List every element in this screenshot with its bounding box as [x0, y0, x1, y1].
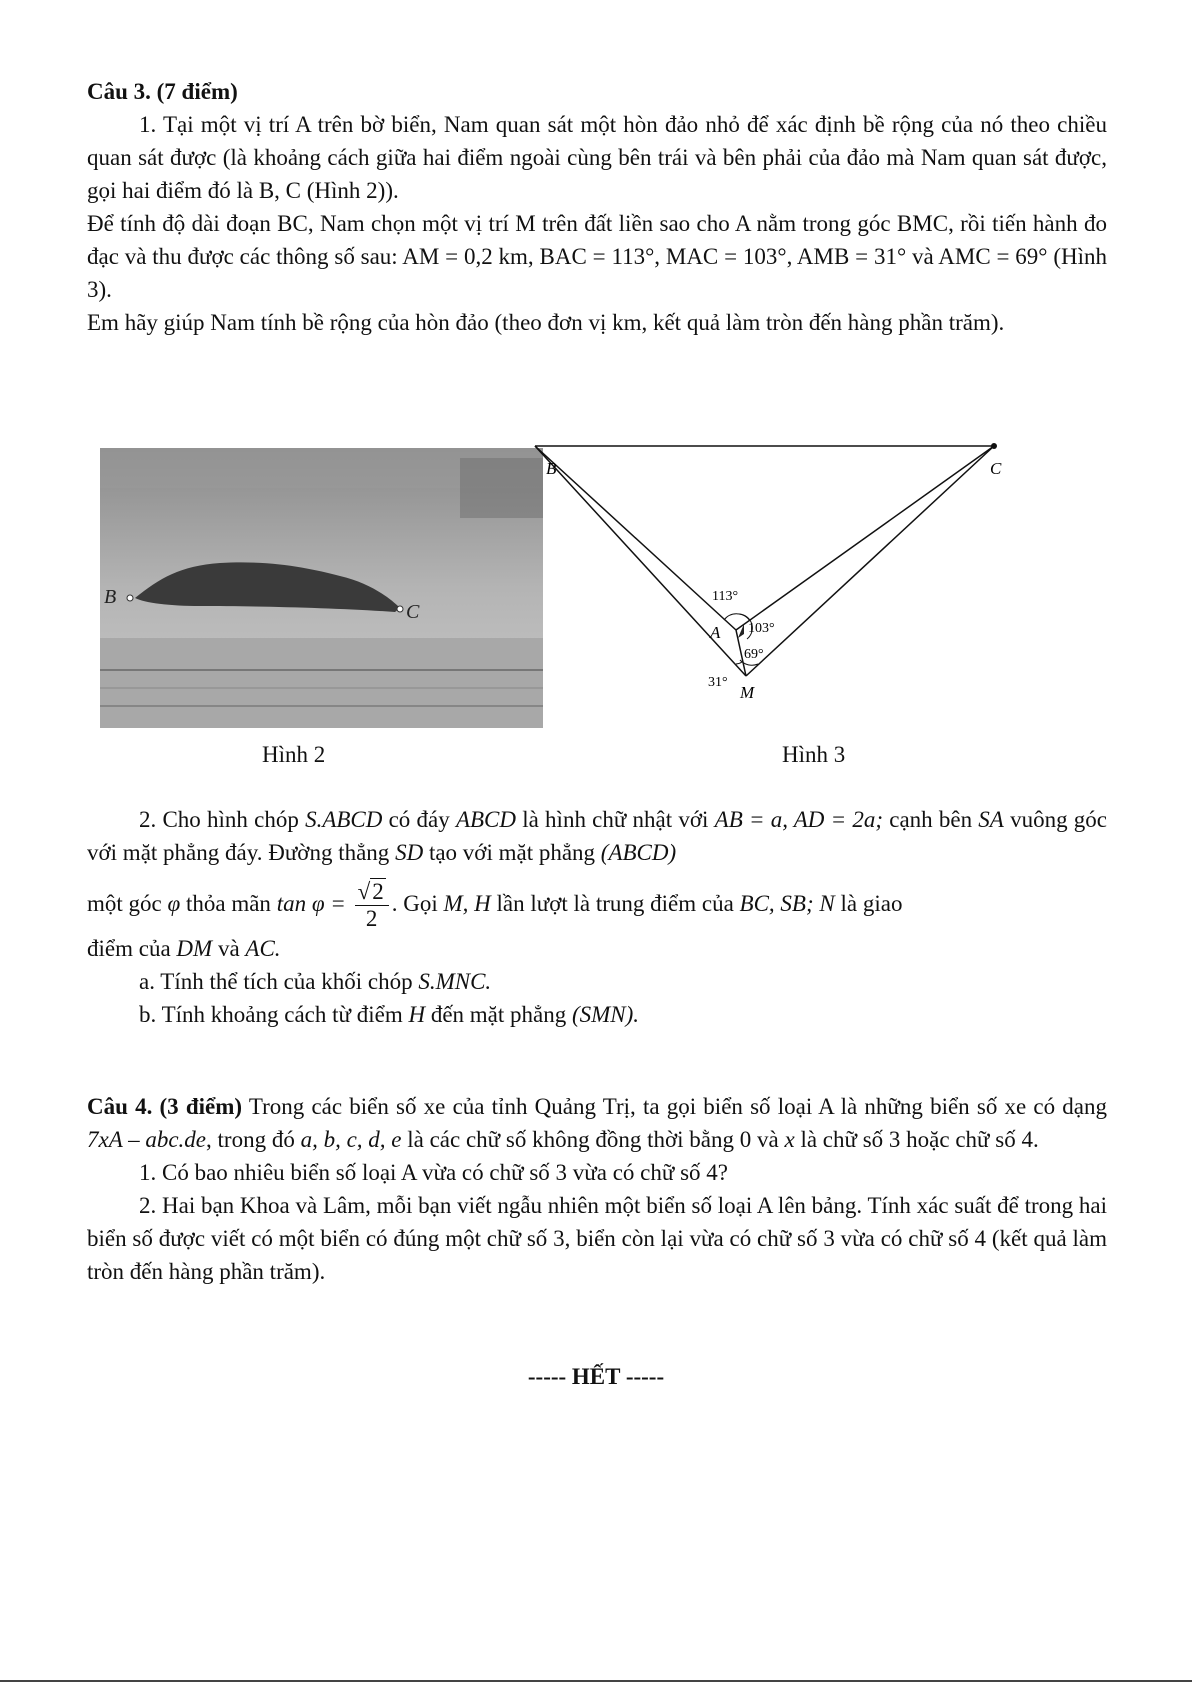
math-x: x: [784, 1127, 795, 1152]
math-line-sd: SD: [395, 840, 424, 865]
math-tan: tan φ =: [276, 890, 346, 916]
math-base: ABCD: [455, 807, 517, 832]
angle-bac-label: 113°: [712, 589, 739, 604]
text-run: là các chữ số không đồng thời bằng 0 và: [407, 1127, 779, 1152]
sqrt-radicand: 2: [372, 879, 384, 904]
math-dimensions: AB = a, AD = 2a;: [714, 807, 884, 832]
math-digits: a, b, c, d, e: [300, 1127, 402, 1152]
text-run: b. Tính khoảng cách từ điểm: [139, 1002, 403, 1027]
text-run: a. Tính thể tích của khối chóp: [139, 969, 413, 994]
figure-3-caption: Hình 3: [782, 742, 846, 767]
text-run: là chữ số 3 hoặc chữ số 4.: [800, 1127, 1039, 1152]
fraction-denominator: 2: [365, 906, 378, 931]
math-ac: AC.: [245, 936, 281, 961]
text-run: . Gọi: [391, 890, 438, 916]
text-run: có đáy: [388, 807, 450, 832]
text-run: lần lượt là trung điểm của: [496, 890, 734, 916]
math-pyramid: S.ABCD: [305, 807, 383, 832]
figures-row: [0, 448, 1192, 778]
photo-label-c: C: [406, 601, 420, 623]
part-2-intersection: [87, 932, 1107, 965]
end-marker: ----- HẾT -----: [527, 1364, 665, 1389]
fraction-numerator: √2: [355, 879, 389, 906]
question-4: [87, 1090, 1107, 1288]
question-3-heading: Câu 3. (7 điểm): [87, 79, 238, 104]
text-run: vuông góc với mặt phẳng đáy. Đường thẳng: [87, 807, 1108, 865]
angle-mac-label: 103°: [748, 621, 775, 636]
photo-label-b: B: [104, 586, 117, 608]
text-run: là giao: [840, 890, 903, 916]
math-edge-sa: SA: [978, 807, 1004, 832]
text-run: Trong các biển số xe của tỉnh Quảng Trị, ta gọi biển số loại A là những biển số xe có dạng: [248, 1094, 1107, 1119]
text-run: điểm của: [87, 936, 171, 961]
math-phi: φ: [167, 890, 181, 916]
figure-2-caption: Hình 2: [262, 742, 326, 767]
math-dm: DM: [176, 936, 213, 961]
diagram-label-b: B: [546, 459, 557, 478]
text-run: 2. Cho hình chóp: [139, 807, 299, 832]
page-bottom-rule: [0, 1680, 1192, 1682]
fraction-sqrt2-over-2: [355, 879, 389, 932]
math-plane-abcd: (ABCD): [600, 840, 677, 865]
text-run: thỏa mãn: [185, 890, 271, 916]
question-4-heading: Câu 4. (3 điểm): [87, 1094, 243, 1119]
text-run: tạo với mặt phẳng: [428, 840, 596, 865]
part-2-angle-condition: [87, 879, 1107, 932]
text-run: đến mặt phẳng: [430, 1002, 567, 1027]
triangle-diagram: [546, 438, 1100, 738]
angle-amc-label: 69°: [744, 647, 764, 662]
question-3-part-1-measurements: Để tính độ dài đoạn BC, Nam chọn một vị trí M trên đất liền sao cho A nằm trong góc BMC, rồi tiến hành đo đạc và thu được các thông số sau: AM = 0,2 km, BAC = 113°, MAC = 103°, AMB = 31° và AMC = 69° (Hình 3).: [87, 211, 1107, 302]
text-run: một góc: [87, 890, 162, 916]
angle-amb-label: 31°: [708, 675, 728, 690]
diagram-label-c: C: [990, 459, 1002, 478]
text-run: là hình chữ nhật với: [522, 807, 709, 832]
question-4-item-2: 2. Hai bạn Khoa và Lâm, mỗi bạn viết ngẫu nhiên một biển số loại A lên bảng. Tính xác suất để trong hai biển số được viết có một biển có đúng một chữ số 3, biển còn lại vừa có chữ số 3 vừa có chữ số 4 (kết quả làm tròn đến hàng phần trăm).: [87, 1193, 1107, 1284]
math-plate-format: 7xA – abc.de: [87, 1127, 207, 1152]
math-mh: M, H: [443, 890, 491, 916]
question-3-part-1-problem: 1. Tại một vị trí A trên bờ biển, Nam quan sát một hòn đảo nhỏ để xác định bề rộng của nó theo chiều quan sát được (là khoảng cách giữa hai điểm ngoài cùng bên trái và bên phải của đảo mà Nam quan sát được, gọi hai điểm đó là B, C (Hình 2)).: [87, 112, 1107, 203]
math-h: H: [408, 1002, 426, 1027]
question-3-part-1-task: Em hãy giúp Nam tính bề rộng của hòn đảo (theo đơn vị km, kết quả làm tròn đến hàng phần trăm).: [87, 310, 1005, 335]
question-4-item-1: 1. Có bao nhiêu biển số loại A vừa có chữ số 3 vừa có chữ số 4?: [139, 1160, 728, 1185]
text-run: cạnh bên: [889, 807, 973, 832]
math-plane-smn: (SMN).: [571, 1002, 640, 1027]
part-2-statement: [87, 803, 1107, 869]
question-3-part-2: [87, 803, 1107, 1031]
text-run: , trong đó: [206, 1127, 295, 1152]
math-n: N: [819, 890, 835, 916]
part-2b: [87, 998, 1107, 1031]
diagram-label-a: A: [710, 623, 721, 642]
part-2a: [87, 965, 1107, 998]
diagram-label-m: M: [740, 683, 755, 702]
math-smnc: S.MNC.: [418, 969, 492, 994]
question-4-intro: [87, 1090, 1107, 1156]
text-run: và: [217, 936, 240, 961]
island-photo: [100, 448, 543, 728]
question-3: [87, 75, 1107, 339]
math-bc-sb: BC, SB;: [739, 890, 814, 916]
